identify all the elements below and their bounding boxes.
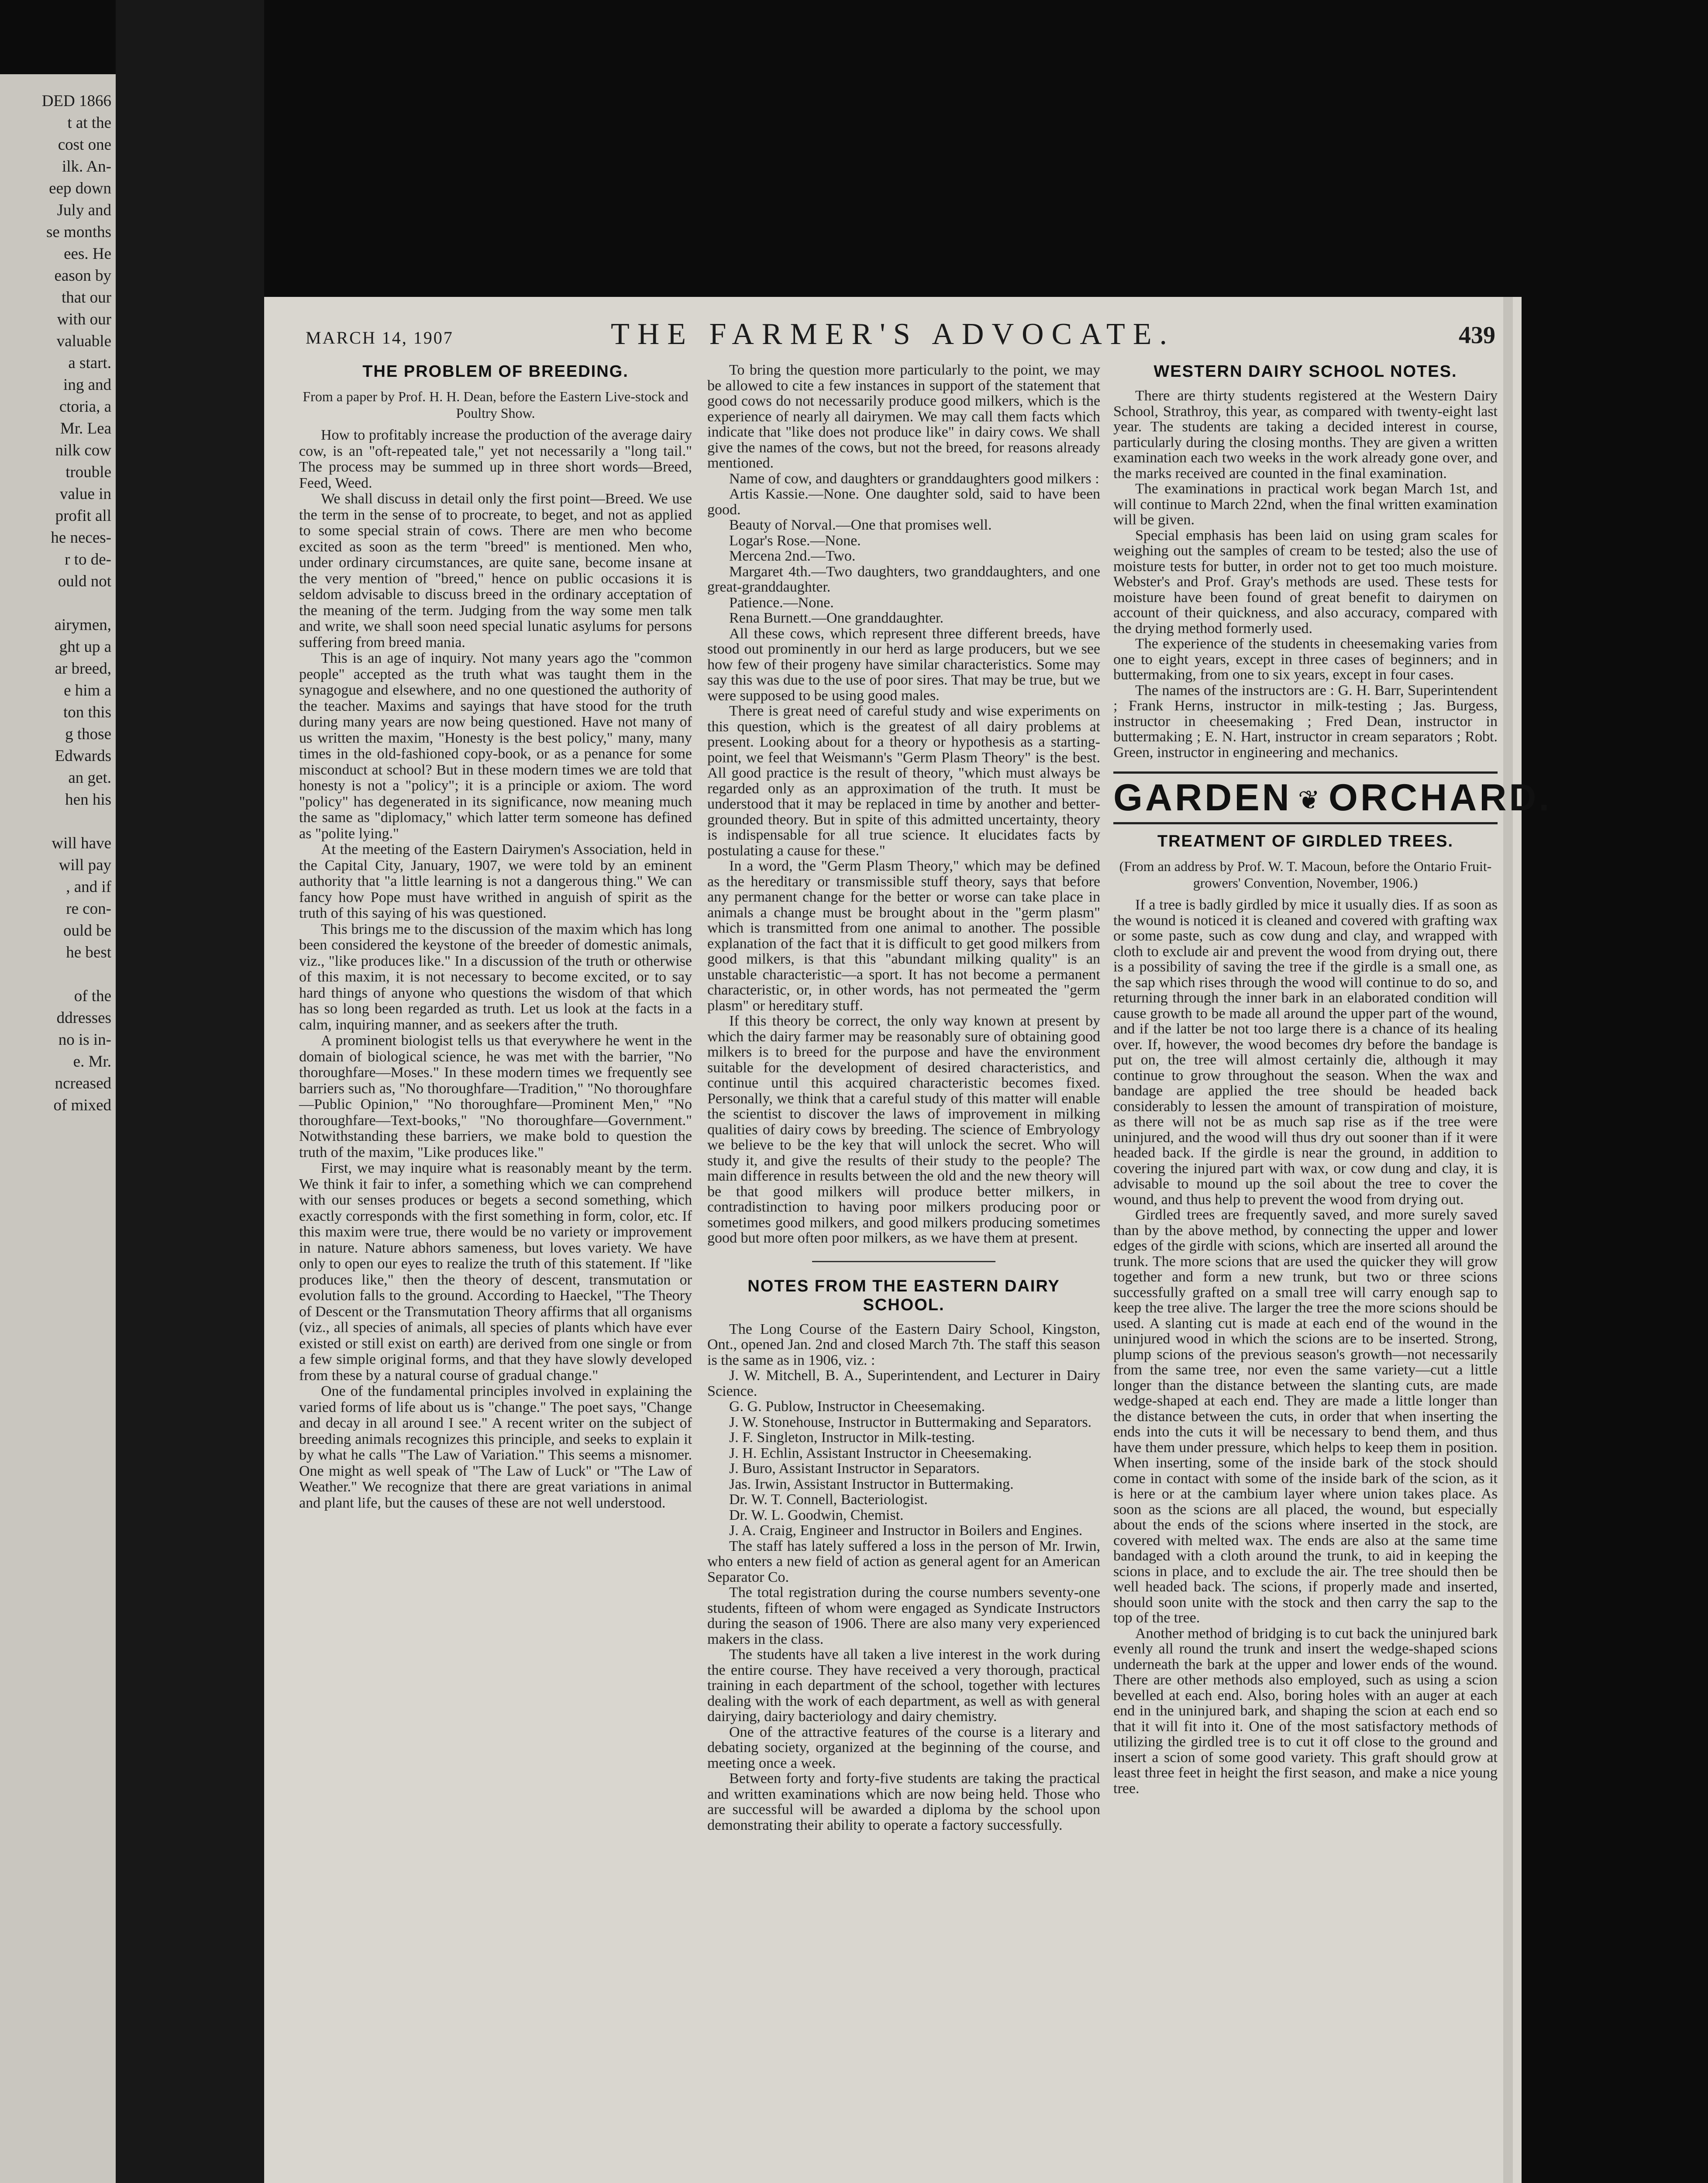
paragraph: There are thirty students registered at the Western Dairy School, Strathroy, this year, as compared with twenty-eight last year. The students are taking a decided interest in course, particularly during the closing months. They are given a written examination each two weeks in the work already gone over, and the marks received are counted in the final examination. bbox=[1113, 388, 1498, 482]
facing-page-line: value in bbox=[59, 485, 111, 503]
facing-page-line: will pay bbox=[59, 856, 111, 874]
running-head bbox=[264, 310, 1522, 362]
article-body-breeding-part-1 bbox=[299, 427, 692, 1511]
paragraph: Another method of bridging is to cut back the uninjured bark evenly all round the trunk and insert the wedge-shaped scions underneath the bark at the upper and lower ends of the wound. There are other methods also employed, such as using a scion bevelled at each end. Also, boring holes with an auger at each end in the uninjured bark, and shaping the scion at each end so that it will fit into it. One of the most satisfactory methods of utilizing the girdled tree is to cut it off close to the ground and insert a scion of some good variety. This graft should grow at least three feet in height the first season, and make a nice young tree. bbox=[1113, 1625, 1498, 1797]
paragraph: If this theory be correct, the only way known at present by which the dairy farmer may be reasonably sure of obtaining good milkers is to breed for the purpose and have the environment suitable for the development of desired characteristics, and continue until this acquired characteristic becomes fixed. Personally, we think that a careful study of this matter will enable the scientist to discover the laws of improvement in milking qualities of dairy cows by breeding. The science of Embryology we believe to be the key that will unlock the secret. Who will study it, and give the results of their study to the people? The main difference in results between the old and the new theory will be that good milkers will produce better milkers, in contradistinction to having poor milkers producing poor or sometimes good milkers, and good milkers producing sometimes good but more often poor milkers, as we have them at present. bbox=[707, 1013, 1100, 1246]
facing-page-line: ctoria, a bbox=[59, 398, 111, 416]
paragraph: The total registration during the course numbers seventy-one students, fifteen of whom were engaged as Syndicate Instructors during the season of 1906. There are also many very experienced makers in the class. bbox=[707, 1584, 1100, 1647]
paragraph: This is an age of inquiry. Not many years ago the "common people" accepted as the truth what was taught them in the synagogue and elsewhere, and no one questioned the authority of the teacher. Maxims and sayings that have stood for the truth during many years are now being questioned. Have not many of us written the maxim, "Honesty is the best policy," many, many times in the old-fashioned copy-book, or as a penance for some misconduct at school? But in these modern times we are told that honesty is not a "policy"; it is a principle or axiom. The word "policy" has degenerated in its significance, now meaning much the same as "diplomacy," which latter term someone has defined as "polite lying." bbox=[299, 650, 692, 842]
paragraph: G. G. Publow, Instructor in Cheesemaking. bbox=[729, 1398, 985, 1415]
facing-page-line: trouble bbox=[65, 463, 111, 481]
paragraph: Beauty of Norval.—One that promises well. bbox=[729, 517, 992, 533]
facing-page-line: ing and bbox=[63, 376, 111, 394]
facing-page-fragment bbox=[0, 74, 116, 2183]
paragraph: One of the fundamental principles involved in explaining the varied forms of life about us is "change." The poet says, "Change and decay in all around I see." A recent writer on the subject of breeding animals recognizes this principle, and seeks to explain it by what he calls "The Law of Variation." This seems a misnomer. One might as well speak of "The Law of Luck" or "The Law of Weather." We recognize that there are great variations in animal and plant life, but the causes of these are not well understood. bbox=[299, 1383, 692, 1511]
masthead-title: THE FARMER'S ADVOCATE. bbox=[610, 317, 1175, 351]
facing-page-line: ilk. An- bbox=[62, 158, 111, 176]
paragraph: One of the attractive features of the course is a literary and debating society, organized at the beginning of the course, and meeting once a week. bbox=[707, 1724, 1100, 1771]
paragraph: J. Buro, Assistant Instructor in Separators. bbox=[729, 1460, 980, 1477]
facing-page-line: July and bbox=[57, 201, 111, 219]
paragraph: To bring the question more particularly to the point, we may be allowed to cite a few instances in support of the statement that good cows do not necessarily produce good milkers, which is the experience of nearly all dairymen. We may call them facts which indicate that "like does not produce like" in dairy cows. We shall give the names of the cows, but not the breed, for reasons already mentioned. bbox=[707, 362, 1100, 471]
facing-page-line: ould not bbox=[58, 572, 111, 590]
paragraph: J. F. Singleton, Instructor in Milk-testing. bbox=[729, 1429, 975, 1446]
paragraph: Name of cow, and daughters or granddaughters good milkers : bbox=[729, 470, 1099, 487]
facing-page-line: will have bbox=[52, 834, 111, 852]
facing-page-line: cost one bbox=[58, 136, 111, 154]
newspaper-page bbox=[264, 297, 1552, 2183]
facing-page-line: t at the bbox=[67, 114, 111, 132]
paragraph: This brings me to the discussion of the maxim which has long been considered the keystone of the breeder of domestic animals, viz., "like produces like." In a discussion of the truth or otherwise of this maxim, it is not necessary to become excited, or to say hard things of anyone who questions the wisdom of that which has so long been regarded as truth. Let us look at the facts in a calm, inquiring manner, and as seekers after the truth. bbox=[299, 921, 692, 1033]
paragraph: Mercena 2nd.—Two. bbox=[729, 548, 856, 564]
article-title-breeding: THE PROBLEM OF BREEDING. bbox=[362, 362, 629, 381]
paragraph: A prominent biologist tells us that everywhere he went in the domain of biological science, he was met with the barrier, "No thoroughfare—Moses." In these modern times we frequently see barriers such as, "No thoroughfare—Tradition," "No thoroughfare—Public Opinion," "No thoroughfare—Prominent Men," "No thoroughfare—Text-books," "No thoroughfare—Government." Notwithstanding these barriers, we make bold to question the truth of the maxim, "Like produces like." bbox=[299, 1033, 692, 1160]
facing-page-line: with our bbox=[57, 310, 111, 328]
facing-page-line: a start. bbox=[68, 354, 111, 372]
paragraph: How to profitably increase the production of the average dairy cow, is an "oft-repeated tale," yet not necessarily a "long tail." The process may be summed up in three short words—Breed, Feed, Weed. bbox=[299, 427, 692, 491]
facing-page-line: Mr. Lea bbox=[60, 420, 111, 437]
facing-page-line: airymen, bbox=[54, 616, 111, 634]
paragraph: Margaret 4th.—Two daughters, two granddaughters, and one great-granddaughter. bbox=[707, 563, 1100, 595]
facing-page-line: ar breed, bbox=[55, 660, 111, 678]
facing-page-line: nilk cow bbox=[55, 441, 111, 459]
facing-page-line: eason by bbox=[54, 267, 111, 285]
facing-page-line: e. Mr. bbox=[73, 1053, 111, 1071]
banner-left-word: GARDEN bbox=[1113, 777, 1292, 819]
facing-page-line: re con- bbox=[66, 900, 111, 918]
paragraph: Special emphasis has been laid on using gram scales for weighing out the samples of cream to be tested; also the use of moisture tests for butter, in order not to get too much moisture. Webster's and Prof. Gray's methods are used. These tests for moisture have been found of great benefit to dairymen on account of their quickness, and also accuracy, compared with the drying method formerly used. bbox=[1113, 527, 1498, 637]
column-3 bbox=[1113, 362, 1552, 1797]
facing-page-line: ddresses bbox=[56, 1009, 111, 1027]
facing-page-line: of mixed bbox=[53, 1096, 111, 1114]
paragraph: The students have all taken a live interest in the work during the entire course. They have received a very thorough, practical training in each department of the school, together with lectures dealing with the work of each department, as well as with general dairying, dairy bacteriology and dairy chemistry. bbox=[707, 1646, 1100, 1725]
article-body-western bbox=[1113, 388, 1498, 760]
facing-page-line: hen his bbox=[65, 791, 111, 809]
paragraph: The examinations in practical work began March 1st, and will continue to March 22nd, when the final written examination will be given. bbox=[1113, 481, 1498, 528]
facing-page-line: se months bbox=[46, 223, 111, 241]
column-1 bbox=[299, 362, 692, 1511]
paragraph: The staff has lately suffered a loss in the person of Mr. Irwin, who enters a new field of action as general agent for an American Separator Co. bbox=[707, 1538, 1100, 1585]
divider bbox=[812, 1261, 995, 1262]
facing-page-line: ould be bbox=[63, 922, 111, 940]
banner-right-word: ORCHARD. bbox=[1328, 777, 1552, 819]
facing-page-line: valuable bbox=[56, 332, 111, 350]
facing-page-line: Edwards bbox=[55, 747, 111, 765]
facing-page-line: g those bbox=[65, 725, 111, 743]
article-body-eastern bbox=[707, 1322, 1100, 1833]
article-byline-breeding: From a paper by Prof. H. H. Dean, before the Eastern Live-stock and Poultry Show. bbox=[303, 389, 689, 421]
facing-page-line: ncreased bbox=[55, 1074, 111, 1092]
paragraph: Logar's Rose.—None. bbox=[729, 532, 861, 549]
paragraph: Patience.—None. bbox=[729, 594, 834, 611]
page-number: 439 bbox=[1459, 322, 1495, 349]
facing-page-line: ees. He bbox=[64, 245, 111, 263]
facing-page-line: r to de- bbox=[65, 551, 111, 568]
facing-page-line: no is in- bbox=[58, 1031, 111, 1049]
paragraph: J. W. Stonehouse, Instructor in Buttermaking and Separators. bbox=[729, 1414, 1092, 1430]
paragraph: If a tree is badly girdled by mice it usually dies. If as soon as the wound is noticed it is cleaned and covered with grafting wax or some paste, such as cow dung and clay, and wrapped with cloth to exclude air and prevent the wood from drying out, there is a possibility of saving the tree if the girdle is a small one, as the sap which rises through the wood will continue to do so, and returning through the inner bark in an elaborated condition will cause growth to be made all around the upper part of the wound, and if the latter be not too large there is a chance of its healing over. If, however, the wood becomes dry before the bandage is put on, the tree will almost certainly die, although it may continue to grow throughout the season. When the wax and bandage are applied the tree should be headed back considerably to lessen the amount of transpiration of moisture, as there will not be as much sap rise as if the tree were uninjured, and the wood will thus dry out sooner than if it were headed back. If the girdle is near the ground, in addition to covering the injured part with wax, or cow dung and clay, it is advisable to mound up the soil about the tree to cover the wound, and thus help to prevent the wood from drying out. bbox=[1113, 897, 1498, 1208]
paragraph: The experience of the students in cheesemaking varies from one to eight years, except in three cases of beginners; and in buttermaking, from one to six years, except in four cases. bbox=[1113, 636, 1498, 683]
column-2 bbox=[707, 362, 1100, 1833]
article-title-western: WESTERN DAIRY SCHOOL NOTES. bbox=[1154, 362, 1457, 381]
paragraph: Artis Kassie.—None. One daughter sold, said to have been good. bbox=[707, 486, 1100, 518]
paragraph: J. W. Mitchell, B. A., Superintendent, and Lecturer in Dairy Science. bbox=[707, 1367, 1100, 1399]
gutter-shadow bbox=[116, 0, 264, 2183]
banner-ornament-icon: ❦ bbox=[1298, 785, 1322, 815]
facing-page-line: ton this bbox=[63, 703, 111, 721]
paragraph: All these cows, which represent three different breeds, have stood out prominently in our herd as large producers, but we see how few of their progeny have similar characteristics. Some may say this was due to the use of poor sires. That may be true, but we were supposed to be using good males. bbox=[707, 625, 1100, 704]
facing-page-line: that our bbox=[61, 289, 111, 306]
article-title-girdled: TREATMENT OF GIRDLED TREES. bbox=[1157, 832, 1454, 850]
facing-page-line: he best bbox=[66, 943, 111, 961]
paragraph: J. H. Echlin, Assistant Instructor in Cheesemaking. bbox=[729, 1445, 1032, 1461]
facing-page-line: DED 1866 bbox=[41, 92, 111, 110]
paragraph: J. A. Craig, Engineer and Instructor in Boilers and Engines. bbox=[729, 1522, 1083, 1539]
article-title-eastern: NOTES FROM THE EASTERN DAIRY SCHOOL. bbox=[747, 1277, 1060, 1314]
paragraph: Dr. W. T. Connell, Bacteriologist. bbox=[729, 1491, 928, 1508]
facing-page-line: profit all bbox=[55, 507, 111, 525]
facing-page-line: he neces- bbox=[51, 529, 111, 547]
paragraph: Rena Burnett.—One granddaughter. bbox=[729, 610, 944, 626]
paragraph: The names of the instructors are : G. H. Barr, Superintendent ; Frank Herns, instructor in milk-testing ; Jas. Burgess, instructor in cheesemaking ; Fred Dean, instructor in buttermaking ; E. N. Hart, instructor in cream separators ; Robt. Green, instructor in engineering and mechanics. bbox=[1113, 682, 1498, 761]
facing-page-line: eep down bbox=[49, 179, 111, 197]
paragraph: There is great need of careful study and wise experiments on this question, which is the greatest of all dairy problems at present. Looking about for a theory or hypothesis as a starting-point, we feel that Weismann's "Germ Plasm Theory" is the best. All good practice is the result of theory, "which must always be regarded only as an approximation of the truth. It must be understood that it may be replaced in time by another and better-grounded theory. But in spite of this admitted uncertainty, theory is indispensable for all true science. It elucidates facts by postulating a cause for these." bbox=[707, 703, 1100, 859]
issue-date: MARCH 14, 1907 bbox=[306, 328, 454, 348]
section-banner bbox=[1113, 771, 1552, 824]
page-edge bbox=[1503, 297, 1513, 2183]
paragraph: Dr. W. L. Goodwin, Chemist. bbox=[729, 1507, 904, 1523]
paragraph: At the meeting of the Eastern Dairymen's Association, held in the Capital City, January, 1907, we were told by an eminent authority that "a little learning is not a dangerous thing." We can fancy how Pope must have writhed in anguish of spirit as the truth of this saying of his was questioned. bbox=[299, 841, 692, 921]
article-body-breeding-part-2 bbox=[707, 362, 1100, 1246]
paragraph: Between forty and forty-five students are taking the practical and written examinations which are now being held. Those who are successful will be awarded a diploma by the school upon demonstrating their ability to operate a factory successfully. bbox=[707, 1770, 1100, 1833]
paragraph: Girdled trees are frequently saved, and more surely saved than by the above method, by connecting the upper and lower edges of the girdle with scions, which are inserted all around the trunk. The more scions that are used the quicker they will grow together and form a new trunk, but two or three scions successfully grafted on a small tree will carry enough sap to keep the tree alive. The larger the tree the more scions should be used. A slanting cut is made at each end of the wound in the uninjured wood in which the scions are to be inserted. Strong, plump scions of the previous season's growth—not necessarily from the same tree, nor even the same variety—cut a little longer than the distance between the slanting cuts, are made wedge-shaped at each end. They are made a little longer than the distance between the cuts, in order that when inserting the ends into the cuts it will be necessary to bend them, and thus have them under pressure, which helps to keep them in position. When inserting, some of the inside bark of the stock should come in contact with some of the inside bark of the scion, as it is here or at the cambium layer where union takes place. As soon as the scions are all placed, the wound, but especially about the ends of the scions where inserted in the stock, are covered with melted wax. The ends are also at the same time bandaged with a cloth around the trunk, to aid in keeping the scions in place, and to exclude the air. The tree should then be well headed back. The scions, if properly made and inserted, should soon unite with the stock and then carry the sap to the top of the tree. bbox=[1113, 1207, 1498, 1626]
facing-page-line: , and if bbox=[66, 878, 111, 896]
paragraph: Jas. Irwin, Assistant Instructor in Buttermaking. bbox=[729, 1476, 1014, 1492]
paragraph: In a word, the "Germ Plasm Theory," which may be defined as the hereditary or transmissible stuff theory, says that before any permanent change for the better or worse can take place in animals a change must be brought about in the "germ plasm" which is transmitted from one animal to another. The possible explanation of the fact that it is difficult to get good milkers from good milkers, is that this "abundant milking quality" is an unstable characteristic—a sport. It has not become a permanent characteristic, or, in other words, has not permeated the "germ plasm" or hereditary stuff. bbox=[707, 858, 1100, 1014]
facing-page-line: of the bbox=[74, 987, 111, 1005]
facing-page-line: e him a bbox=[64, 682, 111, 699]
facing-page-line: an get. bbox=[68, 769, 111, 787]
paragraph: First, we may inquire what is reasonably meant by the term. We think it fair to infer, a something which we can comprehend with our senses produces or begets a second something, which exactly corresponds with the first something in form, color, etc. If this maxim were true, there would be no variety or improvement in nature. Nature abhors sameness, but loves variety. We have only to open our eyes to realize the truth of this statement. If "like produces like," then the theory of descent, transmutation or evolution falls to the ground. According to Haeckel, "The Theory of Descent or the Transmutation Theory affirms that all organisms (viz., all species of animals, all species of plants which have ever existed or still exist on earth) are derived from one single or from a few simple original forms, and that they have slowly developed from these by a natural course of gradual change." bbox=[299, 1160, 692, 1384]
paragraph: The Long Course of the Eastern Dairy School, Kingston, Ont., opened Jan. 2nd and closed March 7th. The staff this season is the same as in 1906, viz. : bbox=[707, 1321, 1100, 1368]
facing-page-line: ght up a bbox=[59, 638, 111, 656]
article-byline-girdled: (From an address by Prof. W. T. Macoun, before the Ontario Fruit-growers' Convention, November, 1906.) bbox=[1119, 858, 1492, 891]
paragraph: We shall discuss in detail only the first point—Breed. We use the term in the sense of to procreate, to beget, and not as applied to some special strain of cows. There are men who become excited as soon as the term "breed" is mentioned. Men who, under ordinary circumstances, are quite sane, become insane at the very mention of "breed," hence on public occasions it is seldom advisable to discuss breed in the ordinary acceptation of the meaning of the term. Judging from the way some men talk and write, we shall soon need special lunatic asylums for persons suffering from breed mania. bbox=[299, 491, 692, 651]
article-body-girdled bbox=[1113, 897, 1498, 1796]
